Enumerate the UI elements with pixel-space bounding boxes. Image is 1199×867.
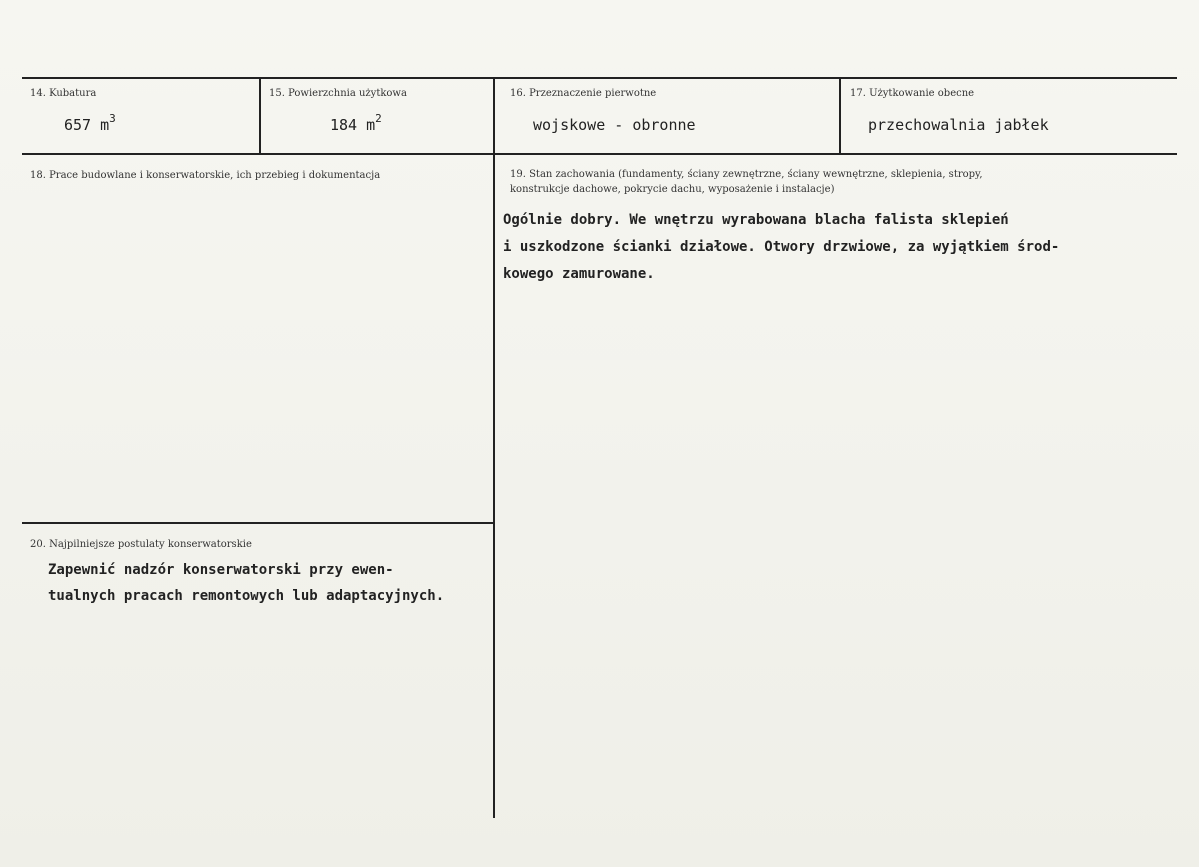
stan-label-line1: 19. Stan zachowania (fundamenty, ściany zewnętrzne, ściany wewnętrzne, sklepienia, stropy, bbox=[510, 169, 983, 180]
powierzchnia-value: 184 $m^2$ bbox=[330, 112, 382, 134]
stan-text-line: kowego zamurowane. bbox=[503, 266, 655, 282]
przeznaczenie-label: 16. Przeznaczenie pierwotne bbox=[510, 88, 657, 99]
section-20-rule bbox=[22, 522, 494, 524]
postulaty-text bbox=[48, 557, 444, 609]
uzytkowanie-label: 17. Użytkowanie obecne bbox=[850, 88, 975, 99]
row-rule bbox=[22, 153, 1177, 155]
stan-text-line: i uszkodzone ścianki działowe. Otwory drzwiowe, za wyjątkiem środ- bbox=[503, 239, 1060, 255]
col-divider-1 bbox=[259, 78, 261, 154]
postulaty-text-line: tualnych pracach remontowych lub adaptacyjnych. bbox=[48, 588, 445, 604]
stan-text-line: Ogólnie dobry. We wnętrzu wyrabowana blacha falista sklepień bbox=[503, 212, 1009, 228]
kubatura-value: 657 $m^3$ bbox=[64, 112, 116, 134]
kubatura-label: 14. Kubatura bbox=[30, 88, 97, 99]
przeznaczenie-value: wojskowe - obronne bbox=[533, 116, 696, 134]
uzytkowanie-value: przechowalnia jabłek bbox=[868, 116, 1049, 134]
postulaty-text-line: Zapewnić nadzór konserwatorski przy ewen- bbox=[48, 562, 394, 578]
stan-text bbox=[503, 207, 1059, 288]
postulaty-label: 20. Najpilniejsze postulaty konserwatorskie bbox=[30, 539, 252, 550]
stan-label-line2: konstrukcje dachowe, pokrycie dachu, wyposażenie i instalacje) bbox=[510, 184, 835, 195]
col-divider-2 bbox=[493, 78, 495, 818]
prace-label: 18. Prace budowlane i konserwatorskie, ich przebieg i dokumentacja bbox=[30, 170, 381, 181]
powierzchnia-label: 15. Powierzchnia użytkowa bbox=[269, 88, 407, 99]
top-rule bbox=[22, 77, 1177, 79]
col-divider-3 bbox=[839, 78, 841, 154]
